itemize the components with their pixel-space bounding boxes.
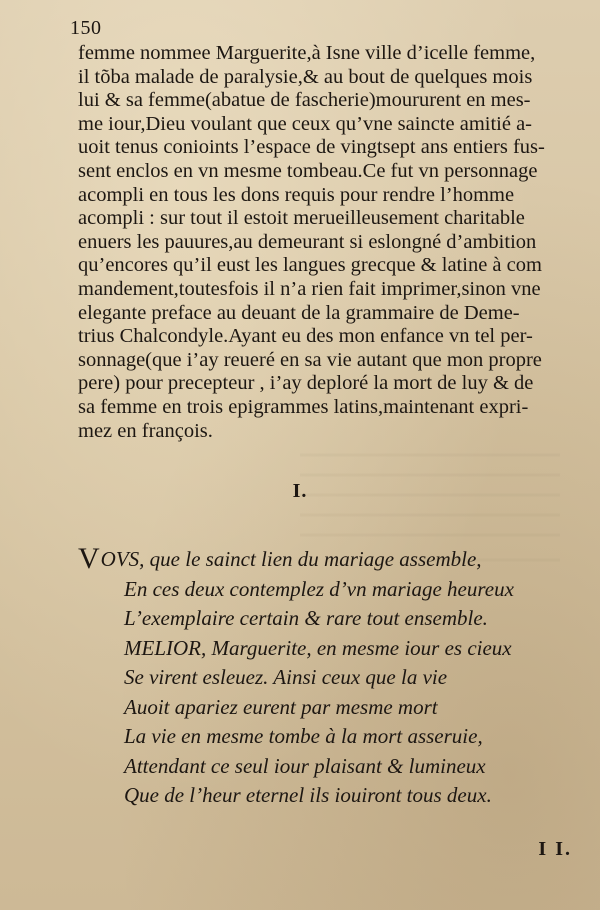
prose-line: femme nommee Marguerite,à Isne ville d’icelle femme, (78, 42, 536, 64)
prose-line: elegante preface au deuant de la grammaire de Deme- (78, 301, 520, 324)
poem-line: Se virent esleuez. Ainsi ceux que la vie (124, 665, 448, 689)
prose-line: sa femme en trois epigrammes latins,maintenant expri- (78, 395, 529, 418)
prose-paragraph (78, 42, 578, 443)
page-number: 150 (70, 17, 102, 39)
prose-line: qu’encores qu’il eust les langues grecque & latine à com (78, 254, 542, 277)
prose-line: mandement,toutesfois il n’a rien fait imprimer,sinon vne (78, 277, 541, 300)
prose-line: lui & sa femme(abatue de fascherie)moururent en mes- (78, 89, 531, 112)
next-section-catchword: I I. (538, 838, 572, 860)
poem-line: MELIOR, Marguerite, en mesme iour es cieux (124, 635, 512, 660)
poem-line: L’exemplaire certain & rare tout ensemble. (124, 606, 488, 630)
poem-line: Auoit apariez eurent par mesme mort (124, 694, 438, 719)
prose-line: pere) pour precepteur , i’ay deploré la mort de luy & de (78, 372, 534, 395)
prose-line: il tõba malade de paralysie,& au bout de quelques mois (78, 65, 533, 88)
prose-line: trius Chalcondyle.Ayant eu des mon enfance vn tel per- (78, 325, 533, 348)
prose-line: me iour,Dieu voulant que ceux qu’vne saincte amitié a- (78, 112, 533, 135)
prose-line: uoit tenus conioints l’espace de vingtsept ans entiers fus- (78, 136, 545, 159)
prose-line: acompli : sur tout il estoit merueilleusement charitable (78, 207, 525, 230)
prose-line: mez en françois. (78, 419, 213, 442)
poem-line: Attendant ce seul iour plaisant & lumineux (124, 753, 486, 778)
poem-line: En ces deux contemplez d’vn mariage heureux (124, 576, 514, 601)
prose-line: enuers les pauures,au demeurant si eslongné d’ambition (78, 230, 537, 253)
prose-line: sent enclos en vn mesme tombeau.Ce fut vn personnage (78, 159, 538, 182)
poem-line: La vie en mesme tombe à la mort asseruie, (124, 724, 483, 748)
poem-line-text: OVS, que le sainct lien du mariage assemble, (100, 547, 482, 571)
drop-initial: V (78, 542, 100, 575)
epigram-poem (78, 542, 578, 811)
prose-line: acompli en tous les dons requis pour rendre l’homme (78, 183, 515, 206)
poem-line: Que de l’heur eternel ils iouiront tous deux. (124, 783, 492, 807)
prose-line: sonnage(que i’ay reueré en sa vie autant que mon propre (78, 348, 542, 371)
poem-first-line (78, 542, 578, 575)
section-heading: I. (292, 480, 308, 502)
